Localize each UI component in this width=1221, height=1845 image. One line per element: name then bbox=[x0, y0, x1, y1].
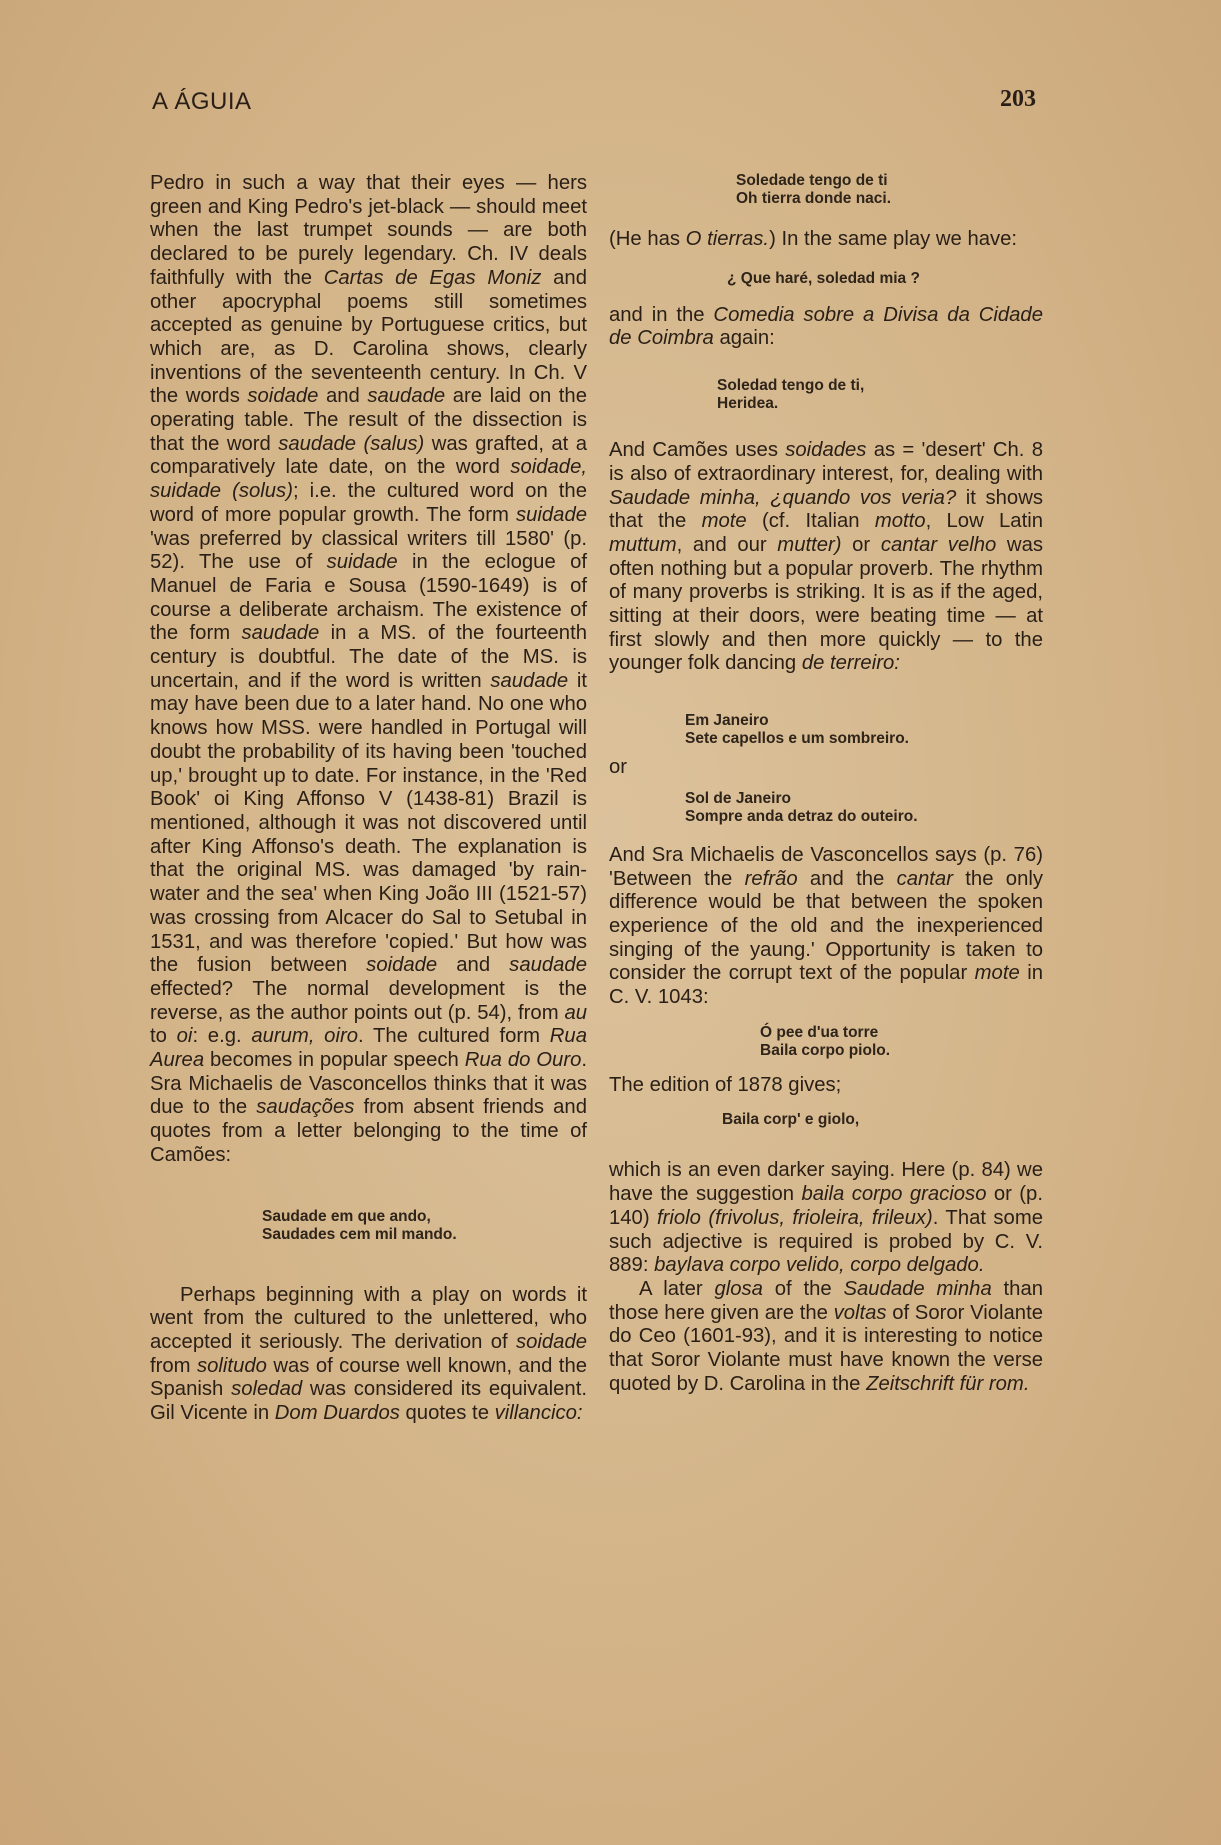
running-title: A ÁGUIA bbox=[152, 88, 252, 115]
right-paragraph-6: which is an even darker saying. Here (p. 84) we have the suggestion baila corpo gracioso or (p. 140) friolo (frivolus, frioleira, frileux). That some such adjective is required is probed by C. V. 889: baylava corpo velido, corpo delgado. bbox=[609, 1159, 1044, 1277]
left-column bbox=[150, 172, 587, 1426]
quote-que-hare: ¿ Que haré, soledad mia ? bbox=[727, 269, 920, 287]
quote-em-janeiro: Em Janeiro Sete capellos e um sombreiro. bbox=[685, 712, 909, 748]
quote-soledad-tengo: Soledad tengo de ti, Heridea. bbox=[717, 377, 865, 413]
right-paragraph-4: And Sra Michaelis de Vasconcellos says (p. 76) 'Between the refrão and the cantar the only difference would be that between the spoken experience of the old and the inexperienced singing of the yaung.' Opportunity is taken to consider the corrupt text of the popular mote in C. V. 1043: bbox=[609, 843, 1043, 1009]
left-paragraph-2: Perhaps beginning with a play on words it went from the cultured to the unlettered, who accepted it seriously. The derivation of soidade from solitudo was of course well known, and the Spanish soledad was considered its equivalent. Gil Vicente in Dom Duardos quotes te villancico: bbox=[150, 1283, 587, 1425]
right-paragraph-5: The edition of 1878 gives; bbox=[609, 1073, 842, 1096]
quote-o-pee: Ó pee d'ua torre Baila corpo piolo. bbox=[760, 1023, 891, 1059]
quote-saudade-em-que-ando: Saudade em que ando, Saudades cem mil mando. bbox=[262, 1207, 457, 1243]
right-paragraph-7: A later glosa of the Saudade minha than those here given are the voltas of Soror Violante do Ceo (1601-93), and it is interesting to notice that Soror Violante must have known the verse quoted by D. Carolina in the Zeitschrift für rom. bbox=[609, 1277, 1044, 1395]
left-paragraph-1: Pedro in such a way that their eyes — hers green and King Pedro's jet-black — should meet when the last trumpet sounds — are both declared to be purely legendary. Ch. IV deals faithfully with the Cartas de Egas Moniz and other apocryphal poems still sometimes accepted as genuine by Portuguese critics, but which are, as D. Carolina shows, clearly inventions of the seventeenth century. In Ch. V the words soidade and saudade are laid on the operating table. The result of the dissection is that the word saudade (salus) was grafted, at a comparatively late date, on the word soidade, suidade (solus); i.e. the cultured word on the word of more popular growth. The form suidade 'was preferred by classical writers till 1580' (p. 52). The use of suidade in the eclogue of Manuel de Faria e Sousa (1590-1649) is of course a deliberate archaism. The existence of the form saudade in a MS. of the fourteenth century is doubtful. The date of the MS. is uncertain, and if the word is written saudade it may have been due to a later hand. No one who knows how MSS. were handled in Portugal will doubt the probability of its having been 'touched up,' brought up to date. For instance, in the 'Red Book' oi King Affonso V (1438-81) Brazil is mentioned, although it was not discovered until after King Affonso's death. The explanation is that the original MS. was damaged 'by rain-water and the sea' when King João III (1521-57) was crossing from Alcacer do Sal to Setubal in 1531, and was therefore 'copied.' But how was the fusion between soidade and saudade effected? The normal development is the reverse, as the author points out (p. 54), from au to oi: e.g. aurum, oiro. The cultured form Rua Aurea becomes in popular speech Rua do Ouro. Sra Michaelis de Vasconcellos thinks that it was due to the saudações from absent friends and quotes from a letter belonging to the time of Camões: bbox=[150, 172, 587, 1166]
page-number: 203 bbox=[1000, 86, 1036, 112]
right-paragraph-1: (He has O tierras.) In the same play we have: bbox=[609, 228, 1018, 250]
or-label: or bbox=[609, 756, 628, 779]
right-paragraph-3: And Camões uses soidades as = 'desert' Ch. 8 is also of extraordinary interest, for, dealing with Saudade minha, ¿quando vos veria? it shows that the mote (cf. Italian motto, Low Latin muttum, and our mutter) or cantar velho was often nothing but a popular proverb. The rhythm of many proverbs is striking. It is as if the aged, sitting at their doors, were beating time — at first slowly and then more quickly — to the younger folk dancing de terreiro: bbox=[609, 439, 1044, 675]
quote-baila-corp: Baila corp' e giolo, bbox=[722, 1111, 860, 1129]
quote-soledade-tengo: Soledade tengo de ti Oh tierra donde naci. bbox=[736, 172, 892, 207]
right-paragraph-2: and in the Comedia sobre a Divisa da Cidade de Coimbra again: bbox=[609, 303, 1043, 350]
right-column bbox=[609, 228, 1043, 1397]
quote-sol-de-janeiro: Sol de Janeiro Sompre anda detraz do outeiro. bbox=[685, 789, 918, 825]
